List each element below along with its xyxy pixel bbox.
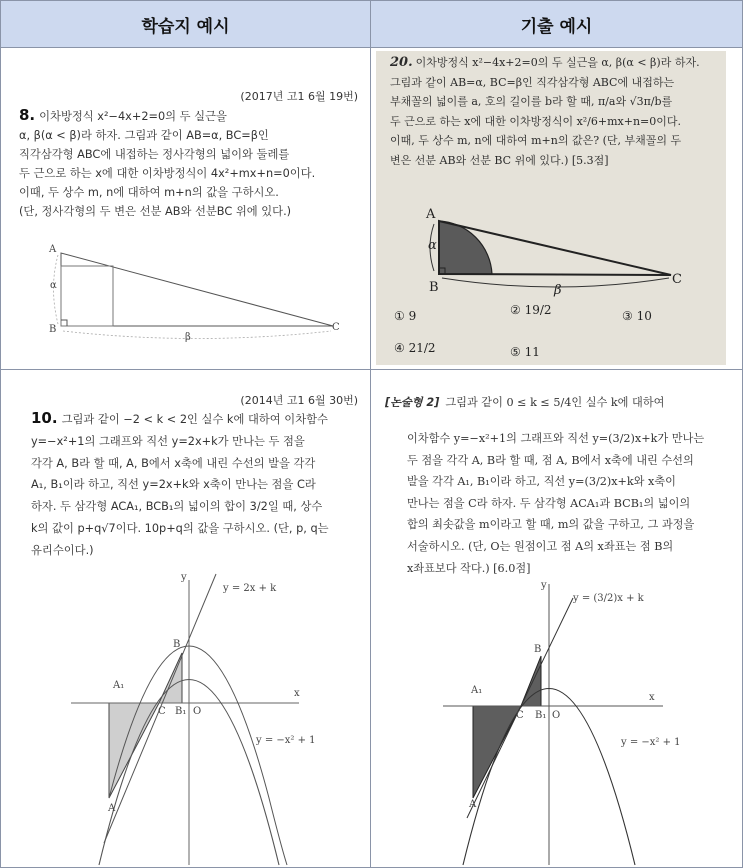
q20-label-beta: β xyxy=(554,283,562,298)
essay-2-tag: [논술형 2] xyxy=(385,396,440,409)
essay-label-y: y xyxy=(541,580,547,591)
problem-10-cell xyxy=(1,370,370,867)
q10-label-y: y xyxy=(181,572,187,583)
essay-label-o: O xyxy=(552,710,561,721)
essay-label-a: A xyxy=(469,799,477,810)
essay-2-intro: 그림과 같이 0 ≤ k ≤ 5/4인 실수 k에 대하여 xyxy=(445,396,665,409)
essay-label-b1: B₁ xyxy=(535,710,547,721)
problem-8-figure xyxy=(1,48,370,369)
q8-label-beta: β xyxy=(185,332,191,343)
q8-label-b: B xyxy=(49,324,57,335)
q20-label-a: A xyxy=(426,207,436,222)
problem-20-text: 이차방정식 x²−4x+2=0의 두 실근을 α, β(α < β)라 하자. 그림과 같이 AB=α, BC=β인 직각삼각형 ABC에 내접하는 부채꼴의 넓이를 a, 호의 길이를 b라 할 때, π/a와 √3π/b를 두 근으로 하는 x에 대한 이차방정식이 x²/6+mx+n=0이다. 이때, 두 상수 m, n에 대하여 m+n의 값은? (단, 부채꼴의 두 변은 선분 AB와 선분 BC 위에 있다.) [5.3점] xyxy=(390,56,700,167)
essay-label-x: x xyxy=(649,692,655,703)
problem-10-number: 10. xyxy=(31,409,58,427)
essay-label-b: B xyxy=(534,644,542,655)
problem-8-number: 8. xyxy=(19,106,36,124)
essay-label-a1: A₁ xyxy=(471,685,483,696)
essay-2-cell xyxy=(371,370,742,867)
q10-label-a1: A₁ xyxy=(113,680,125,691)
q20-label-c: C xyxy=(672,272,682,287)
problem-10-figure xyxy=(1,370,370,867)
problem-20-figure xyxy=(376,51,726,365)
essay-label-c: C xyxy=(516,710,524,721)
essay-2-figure xyxy=(371,370,742,867)
problem-20-number: 20. xyxy=(390,55,413,70)
q8-label-c: C xyxy=(332,322,340,333)
q20-label-b: B xyxy=(429,280,439,295)
q10-label-x: x xyxy=(294,688,300,699)
q10-label-a: A xyxy=(108,803,116,814)
header-worksheet-example: 학습지 예시 xyxy=(1,1,370,48)
q10-label-o: O xyxy=(193,706,202,717)
q20-choice-3: ③ 10 xyxy=(622,309,652,323)
problem-8-cell xyxy=(1,48,370,369)
q20-choice-2: ② 19/2 xyxy=(510,303,552,317)
q10-label-c: C xyxy=(158,706,166,717)
q20-choice-5: ⑤ 11 xyxy=(510,345,540,359)
q8-label-alpha: α xyxy=(50,280,57,291)
problem-10-text: 그림과 같이 −2 < k < 2인 실수 k에 대하여 이차함수 y=−x²+1의 그래프와 직선 y=2x+k가 만나는 두 점을 각각 A, B라 할 때, A, B에서 x축에 내린 수선의 발을 각각 A₁, B₁이라 하고, 직선 y=2x+k와 x축이 만나는 점을 C라 하자. 두 삼각형 ACA₁, BCB₁의 넓이의 합이 3/2일 때, 상수 k의 값이 p+q√7이다. 10p+q의 값을 구하시오. (단, p, q는 유리수이다.) xyxy=(31,413,329,557)
q20-choice-4: ④ 21/2 xyxy=(394,341,436,355)
q10-curve-label: y = −x² + 1 xyxy=(256,735,316,746)
header-exam-example: 기출 예시 xyxy=(371,1,742,48)
essay-line-label: y = (3/2)x + k xyxy=(573,593,644,604)
essay-2-text: 이차함수 y=−x²+1의 그래프와 직선 y=(3/2)x+k가 만나는 두 점을 각각 A, B라 할 때, 점 A, B에서 x축에 내린 수선의 발을 각각 A₁, B₁이라 하고, 직선 y=(3/2)x+k와 x축이 만나는 점을 C라 하자. 두 삼각형 ACA₁과 BCB₁의 넓이의 합의 최솟값을 m이라고 할 때, m의 값을 구하고, 그 과정을 서술하시오. (단, O는 원점이고 점 A의 x좌표는 점 B의 x좌표보다 작다.) [6.0점] xyxy=(407,432,705,575)
q10-label-b1: B₁ xyxy=(175,706,187,717)
problem-8-text: 이차방정식 x²−4x+2=0의 두 실근을 α, β(α < β)라 하자. 그림과 같이 AB=α, BC=β인 직각삼각형 ABC에 내접하는 정사각형의 넓이와 둘레를 두 근으로 하는 x에 대한 이차방정식이 4x²+mx+n=0이다. 이때, 두 상수 m, n에 대하여 m+n의 값을 구하시오. (단, 정사각형의 두 변은 선분 AB와 선분BC 위에 있다.) xyxy=(19,110,316,218)
q20-choice-1: ① 9 xyxy=(394,309,417,323)
problem-20-photo xyxy=(376,51,726,365)
q10-line-label: y = 2x + k xyxy=(223,583,277,594)
q10-label-b: B xyxy=(173,639,181,650)
problem-10-source: (2014년 고1 6월 30번) xyxy=(240,394,358,407)
essay-curve-label: y = −x² + 1 xyxy=(621,737,681,748)
q8-label-a: A xyxy=(49,244,57,255)
q20-label-alpha: α xyxy=(428,238,437,253)
problem-8-source: (2017년 고1 6월 19번) xyxy=(240,90,358,103)
